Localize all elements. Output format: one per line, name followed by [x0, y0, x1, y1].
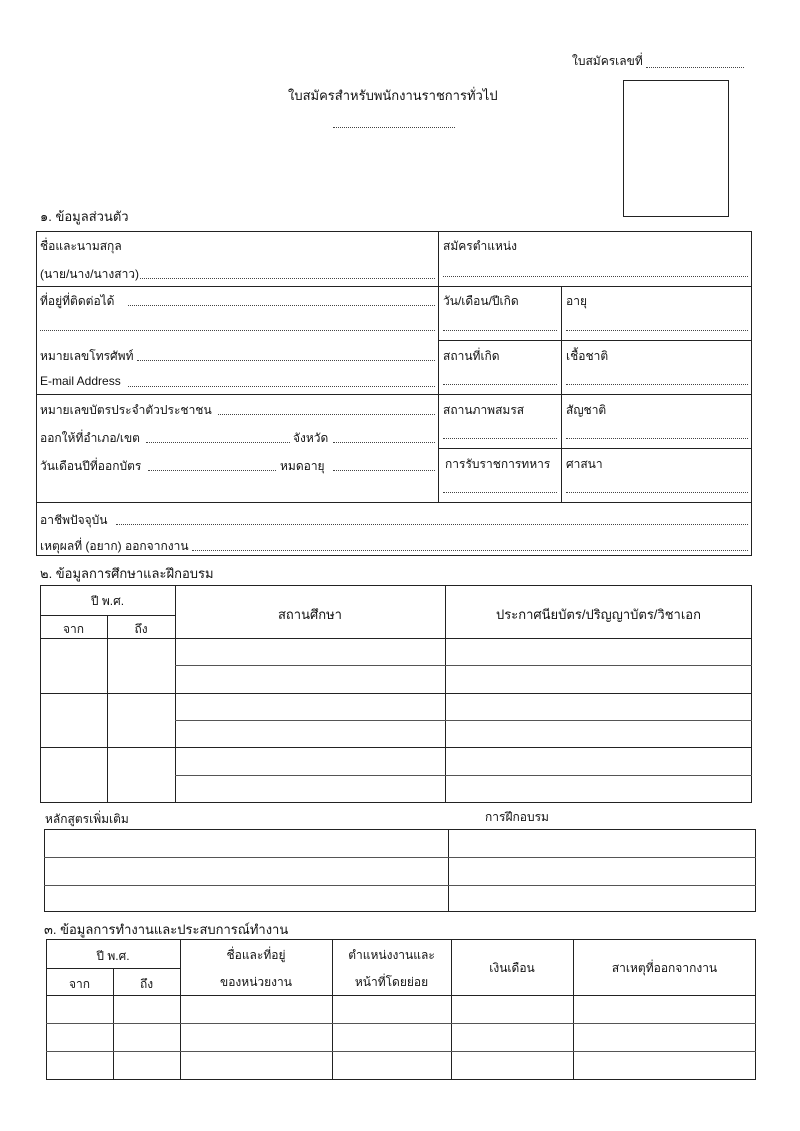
- degree-header: ประกาศนียบัตร/ปริญญาบัตร/วิชาเอก: [496, 607, 701, 622]
- section1-heading: ๑. ข้อมูลส่วนตัว: [40, 209, 129, 224]
- nationality-label: สัญชาติ: [566, 403, 607, 417]
- edu-year-header: ปี พ.ศ.: [90, 594, 125, 608]
- province-label: จังหวัด: [293, 431, 329, 445]
- salary-header: เงินเดือน: [489, 961, 535, 975]
- province-field[interactable]: [333, 442, 435, 443]
- email-field[interactable]: [128, 386, 435, 387]
- work-from-header: จาก: [68, 977, 91, 991]
- dob-field[interactable]: [443, 330, 557, 331]
- training-label: การฝึกอบรม: [485, 810, 549, 824]
- application-number-field[interactable]: [646, 67, 744, 68]
- occupation-label: อาชีพปัจจุบัน: [40, 513, 108, 527]
- religion-label: ศาสนา: [566, 457, 603, 471]
- idcard-label: หมายเลขบัตรประจำตัวประชาชน: [40, 403, 212, 417]
- edu-to-header: ถึง: [134, 622, 148, 636]
- email-label: E-mail Address: [40, 374, 121, 388]
- marital-field[interactable]: [443, 438, 557, 439]
- expiry-field[interactable]: [333, 470, 435, 471]
- military-field[interactable]: [443, 492, 557, 493]
- idcard-field[interactable]: [218, 414, 435, 415]
- section3-heading: ๓. ข้อมูลการทำงานและประสบการณ์ทำงาน: [44, 922, 289, 937]
- title-subline: [333, 127, 455, 128]
- occupation-field[interactable]: [116, 524, 748, 525]
- expiry-label: หมดอายุ: [280, 459, 325, 473]
- position-field[interactable]: [443, 276, 748, 277]
- extra-courses-label: หลักสูตรเพิ่มเติม: [45, 812, 129, 826]
- religion-field[interactable]: [566, 492, 748, 493]
- address-field-2[interactable]: [40, 330, 435, 331]
- marital-label: สถานภาพสมรส: [443, 403, 525, 417]
- nationality-field[interactable]: [566, 438, 748, 439]
- reason-field[interactable]: [192, 550, 748, 551]
- title-prefix-label: (นาย/นาง/นางสาว): [40, 267, 140, 281]
- section2-heading: ๒. ข้อมูลการศึกษาและฝึกอบรม: [40, 566, 214, 581]
- dob-label: วัน/เดือน/ปีเกิด: [443, 294, 519, 308]
- employer-header-line2: ของหน่วยงาน: [220, 975, 292, 989]
- ethnicity-field[interactable]: [566, 384, 748, 385]
- issued-district-field[interactable]: [146, 442, 290, 443]
- issue-date-field[interactable]: [148, 470, 276, 471]
- photo-box[interactable]: [623, 80, 729, 217]
- reason-label: เหตุผลที่ (อยาก) ออกจากงาน: [40, 539, 189, 553]
- age-label: อายุ: [566, 294, 587, 308]
- name-field[interactable]: [140, 278, 435, 279]
- ethnicity-label: เชื้อชาติ: [566, 349, 609, 363]
- address-label: ที่อยู่ที่ติดต่อได้: [40, 294, 115, 308]
- position-header-line1: ตำแหน่งงานและ: [348, 948, 435, 962]
- leave-reason-header: สาเหตุที่ออกจากงาน: [611, 961, 718, 975]
- employer-header-line1: ชื่อและที่อยู่: [226, 948, 286, 962]
- birthplace-field[interactable]: [443, 384, 557, 385]
- position-header-line2: หน้าที่โดยย่อย: [354, 975, 429, 989]
- address-field-1[interactable]: [128, 305, 435, 306]
- military-label: การรับราชการทหาร: [445, 457, 551, 471]
- position-label: สมัครตำแหน่ง: [443, 239, 517, 253]
- form-title: ใบสมัครสำหรับพนักงานราชการทั่วไป: [288, 88, 498, 103]
- edu-from-header: จาก: [62, 622, 85, 636]
- phone-field[interactable]: [137, 360, 435, 361]
- work-to-header: ถึง: [139, 977, 154, 991]
- name-label: ชื่อและนามสกุล: [40, 239, 122, 253]
- birthplace-label: สถานที่เกิด: [443, 349, 500, 363]
- work-year-header: ปี พ.ศ.: [96, 949, 130, 963]
- issue-date-label: วันเดือนปีที่ออกบัตร: [40, 459, 142, 473]
- application-number-label: ใบสมัครเลขที่: [572, 54, 643, 68]
- institution-header: สถานศึกษา: [278, 607, 342, 622]
- age-field[interactable]: [566, 330, 748, 331]
- issued-district-label: ออกให้ที่อำเภอ/เขต: [40, 431, 140, 445]
- phone-label: หมายเลขโทรศัพท์: [40, 349, 134, 363]
- courses-training-table: [44, 829, 756, 912]
